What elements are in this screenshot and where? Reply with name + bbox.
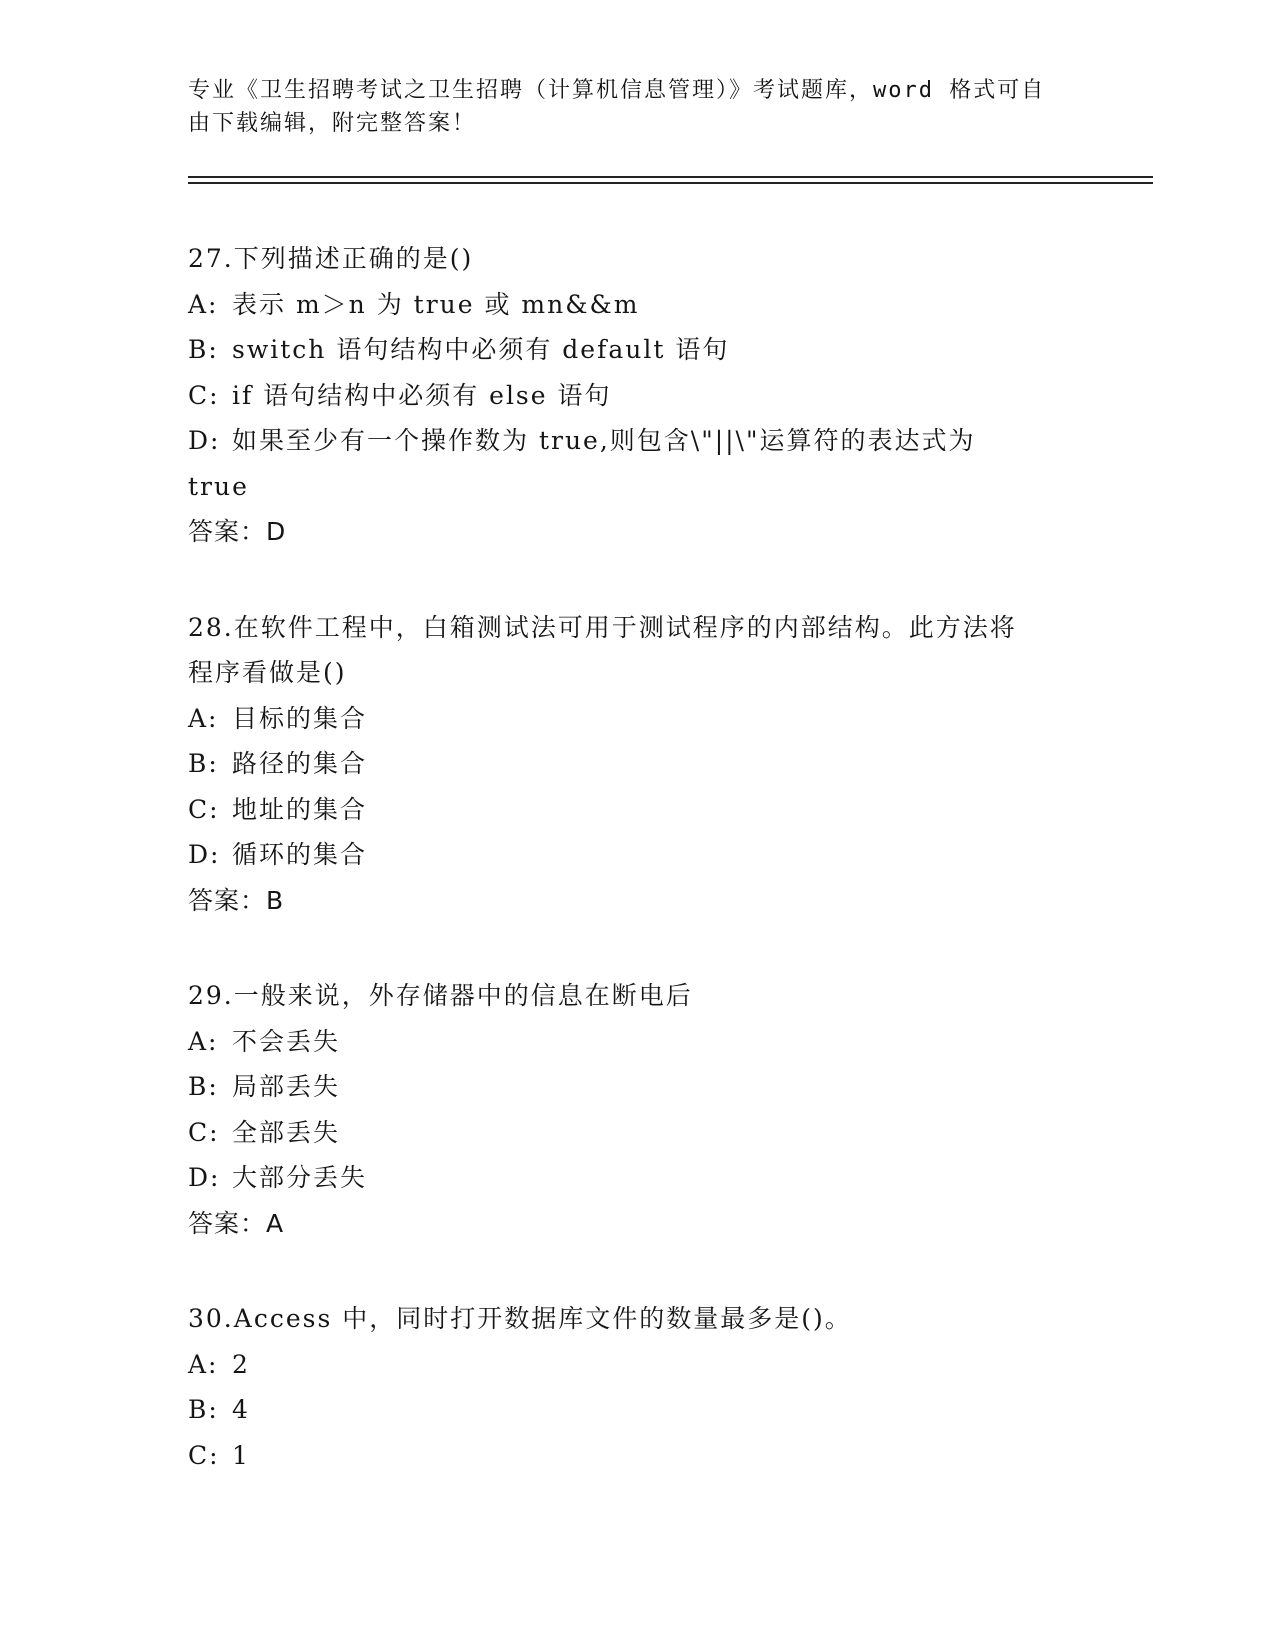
option-text: 路径的集合 [232, 749, 368, 778]
option-text: 如果至少有一个操作数为 true,则包含\"||\"运算符的表达式为 [232, 426, 976, 455]
option-c [188, 787, 1088, 833]
answer-line: 答案：A [188, 1208, 285, 1238]
option-key: A: [188, 1026, 219, 1056]
option-text: true [188, 471, 249, 501]
option-d [188, 418, 1088, 464]
question-stem: 27.下列描述正确的是() [188, 244, 474, 273]
question-stem: 程序看做是() [188, 658, 347, 687]
option-key: D: [188, 426, 221, 455]
option-key: B: [188, 335, 219, 364]
answer-line: 答案：B [188, 885, 285, 915]
option-text: 局部丢失 [232, 1072, 341, 1101]
option-text: switch 语句结构中必须有 default 语句 [232, 335, 730, 364]
option-d [188, 1155, 1088, 1201]
header-line-1: 专业《卫生招聘考试之卫生招聘（计算机信息管理）》考试题库，word 格式可自 [188, 78, 1046, 103]
option-text: 全部丢失 [232, 1117, 341, 1147]
option-text: 循环的集合 [232, 840, 368, 869]
option-text: 4 [232, 1395, 250, 1424]
option-key: C: [188, 1440, 220, 1470]
header-rule-bottom [188, 182, 1153, 184]
question-block [188, 1296, 1088, 1478]
option-b [188, 1064, 1088, 1110]
option-a [188, 696, 1088, 742]
option-text: 不会丢失 [232, 1026, 341, 1056]
option-b [188, 1387, 1088, 1433]
option-key: C: [188, 1117, 220, 1147]
option-key: D: [188, 1163, 221, 1192]
option-b [188, 741, 1088, 787]
question-block [188, 605, 1088, 924]
option-key: A: [188, 1349, 219, 1379]
option-c [188, 1110, 1088, 1156]
option-a [188, 282, 1088, 328]
option-text: 表示 m＞n 为 true 或 mn&&m [232, 289, 640, 319]
option-c [188, 373, 1088, 419]
option-key: D: [188, 840, 221, 869]
header-line-2: 由下载编辑，附完整答案！ [188, 111, 477, 136]
document-header [188, 74, 1068, 140]
option-text: if 语句结构中必须有 else 语句 [232, 380, 612, 410]
option-text: 2 [232, 1349, 250, 1379]
option-key: B: [188, 749, 219, 778]
option-b [188, 327, 1088, 373]
question-block [188, 236, 1088, 555]
option-key: C: [188, 380, 220, 410]
question-stem: 29.一般来说，外存储器中的信息在断电后 [188, 981, 693, 1010]
answer-line: 答案：D [188, 517, 287, 546]
option-d [188, 832, 1088, 878]
option-key: A: [188, 289, 219, 319]
header-rule-top [188, 176, 1153, 178]
option-text: 1 [232, 1440, 250, 1470]
option-key: B: [188, 1395, 219, 1424]
option-key: C: [188, 794, 220, 824]
option-a [188, 1342, 1088, 1388]
question-stem: 30.Access 中，同时打开数据库文件的数量最多是()。 [188, 1304, 852, 1333]
option-d [188, 464, 1088, 510]
question-list [188, 236, 1088, 1478]
option-c [188, 1433, 1088, 1479]
option-text: 目标的集合 [232, 703, 368, 733]
question-block [188, 973, 1088, 1246]
option-key: B: [188, 1072, 219, 1101]
question-stem: 28.在软件工程中，白箱测试法可用于测试程序的内部结构。此方法将 [188, 612, 1017, 642]
option-text: 地址的集合 [232, 794, 368, 824]
option-text: 大部分丢失 [232, 1163, 368, 1192]
option-key: A: [188, 703, 219, 733]
option-a [188, 1019, 1088, 1065]
